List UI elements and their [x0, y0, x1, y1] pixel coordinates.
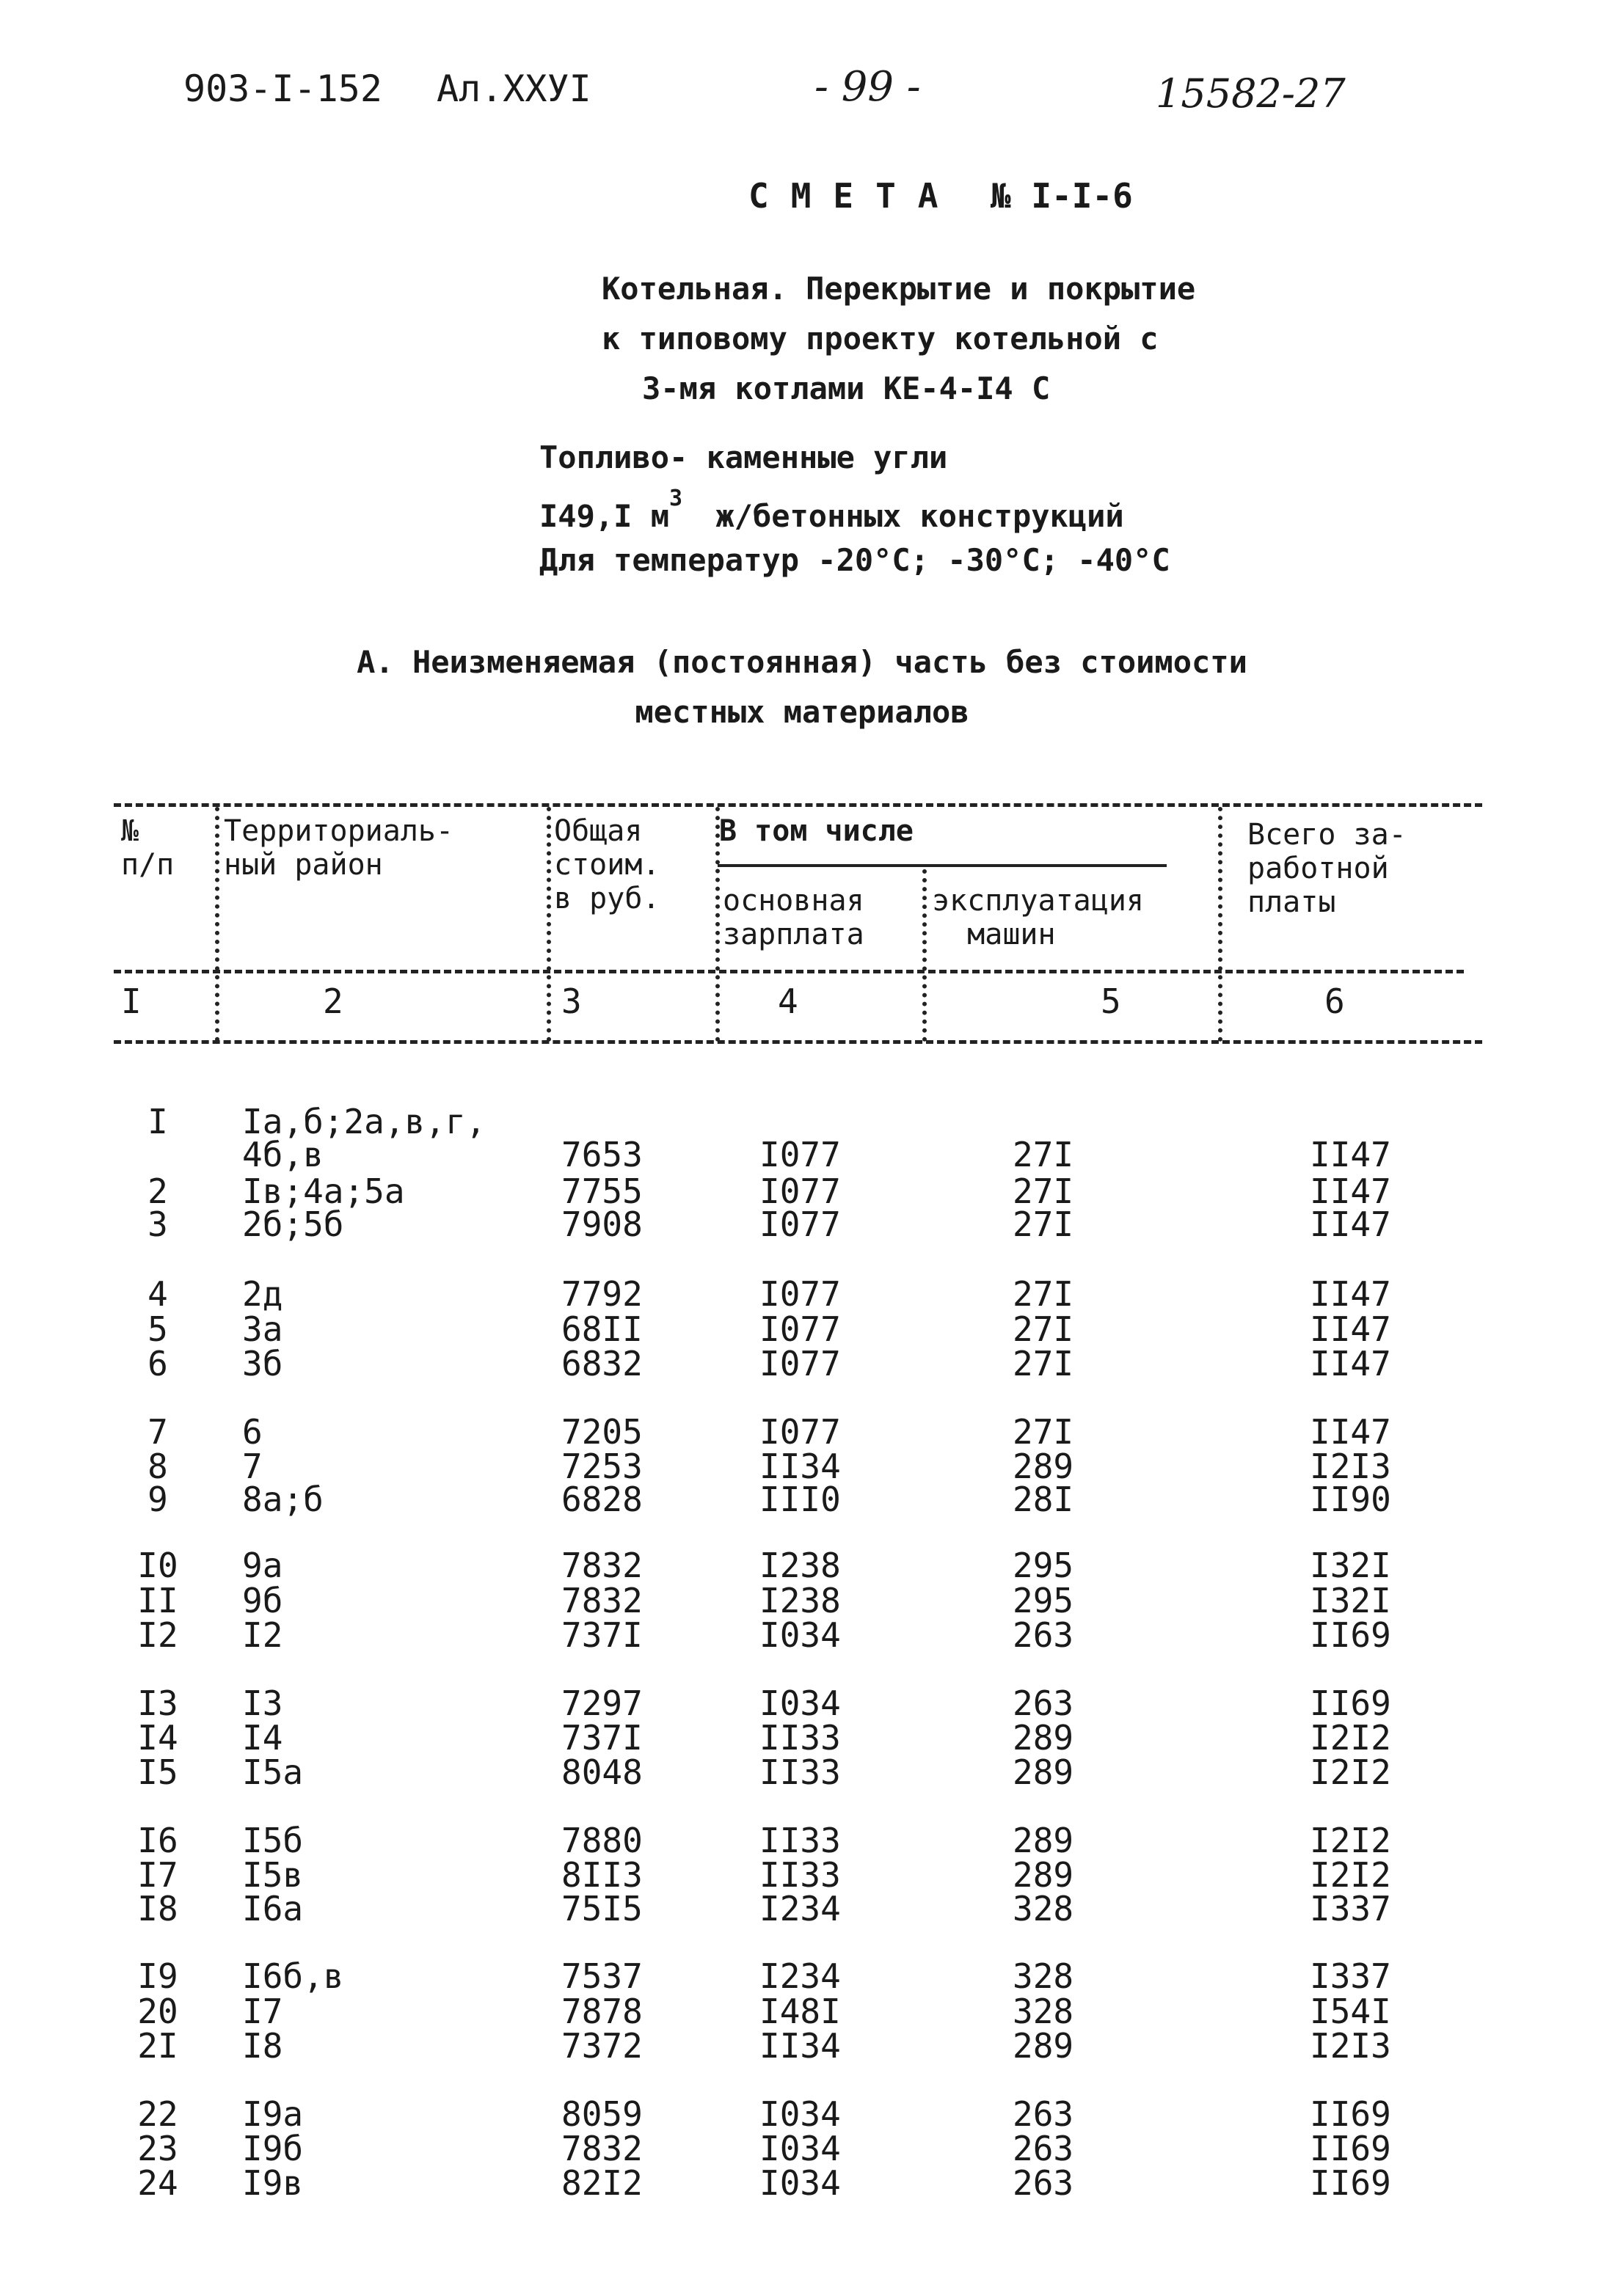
- header-region: Территориаль- ный район: [224, 814, 454, 882]
- region-cell: 2д: [242, 1274, 283, 1314]
- region-cell: I9б: [242, 2129, 304, 2168]
- table-row: [0, 1956, 1604, 1996]
- region-cell: 3а: [242, 1309, 283, 1349]
- table-row: [0, 1548, 1604, 1583]
- column-number-5: 5: [1101, 981, 1121, 1021]
- machine-operation-cell: 27I: [1013, 1135, 1074, 1174]
- base-wage-cell: I034: [759, 1615, 841, 1655]
- total-cost-cell: 8059: [561, 2094, 643, 2134]
- base-wage-cell: I238: [759, 1581, 841, 1620]
- table-row: [0, 2131, 1604, 2166]
- region-cell: I5в: [242, 1855, 304, 1895]
- base-wage-cell: I077: [759, 1274, 841, 1314]
- base-wage-cell: II33: [759, 1855, 841, 1895]
- total-cost-cell: 7880: [561, 1821, 643, 1860]
- table-row: [0, 1994, 1604, 2029]
- total-wage-cell: I337: [1310, 1956, 1391, 1996]
- total-wage-cell: II47: [1310, 1412, 1391, 1452]
- machine-operation-cell: 289: [1013, 1821, 1074, 1860]
- row-number: 8: [147, 1447, 168, 1486]
- table-row: [0, 1857, 1604, 1893]
- region-cell: 9а: [242, 1546, 283, 1585]
- base-wage-cell: I034: [759, 2094, 841, 2134]
- row-number: I6: [137, 1821, 178, 1860]
- subtitle-line-3: 3-мя котлами КЕ-4-I4 С: [642, 370, 1051, 406]
- base-wage-cell: II33: [759, 1718, 841, 1758]
- total-cost-cell: 68II: [561, 1309, 643, 1349]
- base-wage-cell: II34: [759, 1447, 841, 1486]
- temperatures-line: Для температур -20°С; -30°С; -40°С: [539, 542, 1170, 578]
- table-row: [0, 1583, 1604, 1618]
- machine-operation-cell: 289: [1013, 1447, 1074, 1486]
- section-heading-line-2: местных материалов: [635, 694, 969, 730]
- total-wage-cell: II47: [1310, 1344, 1391, 1383]
- row-number: 5: [147, 1309, 168, 1349]
- total-wage-cell: II47: [1310, 1171, 1391, 1211]
- base-wage-cell: II33: [759, 1752, 841, 1792]
- total-wage-cell: I32I: [1310, 1546, 1391, 1585]
- table-row: [0, 1823, 1604, 1858]
- total-wage-cell: II69: [1310, 1683, 1391, 1723]
- row-number: I7: [137, 1855, 178, 1895]
- row-number: I2: [137, 1615, 178, 1655]
- table-row: [0, 1449, 1604, 1484]
- region-cell: Iа,б;2а,в,г,: [242, 1102, 486, 1141]
- machine-operation-cell: 28I: [1013, 1480, 1074, 1519]
- section-heading-line-1: А. Неизменяемая (постоянная) часть без стоимости: [357, 644, 1247, 680]
- total-cost-cell: 7908: [561, 1204, 643, 1244]
- row-number: 9: [147, 1480, 168, 1519]
- total-wage-cell: II69: [1310, 2163, 1391, 2203]
- row-number: I0: [137, 1546, 178, 1585]
- machine-operation-cell: 263: [1013, 1615, 1074, 1655]
- estimate-title: СМЕТА: [748, 176, 960, 216]
- table-row: [0, 2026, 1604, 2066]
- total-wage-cell: II69: [1310, 1615, 1391, 1655]
- row-number: I5: [137, 1752, 178, 1792]
- total-wage-cell: II47: [1310, 1135, 1391, 1174]
- column-divider-1: [215, 807, 219, 1042]
- region-cell: I6б,в: [242, 1956, 344, 1996]
- base-wage-cell: I234: [759, 1889, 841, 1928]
- table-row: [0, 1346, 1604, 1381]
- region-cell: 7: [242, 1447, 263, 1486]
- table-row: [0, 1718, 1604, 1758]
- total-cost-cell: 7832: [561, 1581, 643, 1620]
- region-cell: I4: [242, 1718, 283, 1758]
- base-wage-cell: I034: [759, 2129, 841, 2168]
- row-number: 3: [147, 1204, 168, 1244]
- machine-operation-cell: 263: [1013, 1683, 1074, 1723]
- column-number-2: 2: [323, 981, 343, 1021]
- machine-operation-cell: 27I: [1013, 1344, 1074, 1383]
- volume-line: I49,I $м^3$ ж/бетонных конструкций: [539, 486, 1124, 534]
- machine-operation-cell: 328: [1013, 1956, 1074, 1996]
- row-number: 22: [137, 2094, 178, 2134]
- region-cell: 6: [242, 1412, 263, 1452]
- total-wage-cell: I2I3: [1310, 1447, 1391, 1486]
- machine-operation-cell: 27I: [1013, 1412, 1074, 1452]
- machine-operation-cell: 289: [1013, 1855, 1074, 1895]
- total-cost-cell: 7537: [561, 1956, 643, 1996]
- column-divider-2: [547, 807, 551, 1042]
- row-number: I3: [137, 1683, 178, 1723]
- base-wage-cell: I48I: [759, 1992, 841, 2031]
- total-wage-cell: I32I: [1310, 1581, 1391, 1620]
- machine-operation-cell: 295: [1013, 1581, 1074, 1620]
- row-number: 7: [147, 1412, 168, 1452]
- total-wage-cell: I337: [1310, 1889, 1391, 1928]
- row-number: I9: [137, 1956, 178, 1996]
- table-row: [0, 1683, 1604, 1723]
- column-number-4: 4: [778, 981, 798, 1021]
- row-number: 4: [147, 1274, 168, 1314]
- machine-operation-cell: 27I: [1013, 1171, 1074, 1211]
- volume-unit-superscript: 3: [669, 486, 683, 511]
- column-number-1: I: [121, 981, 142, 1021]
- base-wage-cell: I077: [759, 1171, 841, 1211]
- sheet-label: Ал.XXУI: [437, 67, 591, 110]
- total-cost-cell: 75I5: [561, 1889, 643, 1928]
- total-wage-cell: I2I3: [1310, 2026, 1391, 2066]
- total-cost-cell: 8048: [561, 1752, 643, 1792]
- region-cell: I9в: [242, 2163, 304, 2203]
- row-number: I8: [137, 1889, 178, 1928]
- machine-operation-cell: 289: [1013, 2026, 1074, 2066]
- total-wage-cell: I2I2: [1310, 1821, 1391, 1860]
- base-wage-cell: II34: [759, 2026, 841, 2066]
- group-header-rule: [718, 864, 1167, 867]
- base-wage-cell: I077: [759, 1412, 841, 1452]
- row-number: 23: [137, 2129, 178, 2168]
- table-row: [0, 1891, 1604, 1926]
- column-number-6: 6: [1324, 981, 1345, 1021]
- table-row: [0, 1104, 1604, 1139]
- total-cost-cell: 6832: [561, 1344, 643, 1383]
- base-wage-cell: I238: [759, 1546, 841, 1585]
- table-row: [0, 1309, 1604, 1349]
- machine-operation-cell: 27I: [1013, 1309, 1074, 1349]
- base-wage-cell: I077: [759, 1309, 841, 1349]
- row-number: 2I: [137, 2026, 178, 2066]
- base-wage-cell: I077: [759, 1344, 841, 1383]
- region-cell: 8а;б: [242, 1480, 324, 1519]
- column-divider-5: [1218, 807, 1222, 1042]
- region-cell: I3: [242, 1683, 283, 1723]
- fuel-line: Топливо- каменные угли: [539, 439, 948, 475]
- total-cost-cell: 7878: [561, 1992, 643, 2031]
- total-cost-cell: 7755: [561, 1171, 643, 1211]
- row-number: II: [137, 1581, 178, 1620]
- total-cost-cell: 8II3: [561, 1855, 643, 1895]
- total-wage-cell: I54I: [1310, 1992, 1391, 2031]
- row-number: I4: [137, 1718, 178, 1758]
- base-wage-cell: III0: [759, 1480, 841, 1519]
- total-wage-cell: I2I2: [1310, 1855, 1391, 1895]
- base-wage-cell: I034: [759, 2163, 841, 2203]
- machine-operation-cell: 27I: [1013, 1204, 1074, 1244]
- region-cell: 3б: [242, 1344, 283, 1383]
- base-wage-cell: I077: [759, 1204, 841, 1244]
- total-cost-cell: 7253: [561, 1447, 643, 1486]
- region-cell: 4б,в: [242, 1135, 324, 1174]
- total-wage-cell: II69: [1310, 2094, 1391, 2134]
- table-row: [0, 2165, 1604, 2201]
- base-wage-cell: I234: [759, 1956, 841, 1996]
- machine-operation-cell: 289: [1013, 1752, 1074, 1792]
- table-row: [0, 2096, 1604, 2132]
- region-cell: I6а: [242, 1889, 304, 1928]
- total-wage-cell: II69: [1310, 2129, 1391, 2168]
- total-cost-cell: 7832: [561, 2129, 643, 2168]
- table-top-rule: [114, 803, 1482, 807]
- total-cost-cell: 6828: [561, 1480, 643, 1519]
- row-number: I: [147, 1102, 168, 1141]
- header-total-cost: Общая стоим. в руб.: [554, 814, 660, 915]
- region-cell: I7: [242, 1992, 283, 2031]
- region-cell: Iв;4а;5а: [242, 1171, 405, 1211]
- total-cost-cell: 7297: [561, 1683, 643, 1723]
- row-number: 20: [137, 1992, 178, 2031]
- column-divider-4: [922, 869, 927, 1042]
- table-row: [0, 1617, 1604, 1653]
- header-base-wage: основная зарплата: [723, 884, 864, 951]
- base-wage-cell: II33: [759, 1821, 841, 1860]
- header-row-number: № п/п: [121, 814, 175, 882]
- total-cost-cell: 7205: [561, 1412, 643, 1452]
- machine-operation-cell: 263: [1013, 2129, 1074, 2168]
- header-total-wage: Всего за- работной платы: [1247, 818, 1407, 919]
- machine-operation-cell: 289: [1013, 1718, 1074, 1758]
- total-wage-cell: I2I2: [1310, 1752, 1391, 1792]
- region-cell: 9б: [242, 1581, 283, 1620]
- column-numbers-rule: [114, 1040, 1482, 1044]
- total-wage-cell: II90: [1310, 1480, 1391, 1519]
- row-number: 6: [147, 1344, 168, 1383]
- base-wage-cell: I034: [759, 1683, 841, 1723]
- machine-operation-cell: 328: [1013, 1992, 1074, 2031]
- machine-operation-cell: 295: [1013, 1546, 1074, 1585]
- total-cost-cell: 737I: [561, 1718, 643, 1758]
- row-number: 24: [137, 2163, 178, 2203]
- total-wage-cell: II47: [1310, 1204, 1391, 1244]
- machine-operation-cell: 263: [1013, 2163, 1074, 2203]
- total-wage-cell: I2I2: [1310, 1718, 1391, 1758]
- header-bottom-rule: [114, 970, 1464, 973]
- region-cell: 2б;5б: [242, 1204, 344, 1244]
- total-cost-cell: 737I: [561, 1615, 643, 1655]
- project-code: 903-I-152: [183, 67, 382, 110]
- subtitle-line-2: к типовому проекту котельной с: [602, 321, 1159, 357]
- base-wage-cell: I077: [759, 1135, 841, 1174]
- machine-operation-cell: 328: [1013, 1889, 1074, 1928]
- registry-number: 15582-27: [1156, 70, 1346, 117]
- header-machine-operation: эксплуатация машин: [932, 884, 1144, 951]
- machine-operation-cell: 263: [1013, 2094, 1074, 2134]
- table-row: [0, 1412, 1604, 1452]
- table-row: [0, 1137, 1604, 1172]
- table-row: [0, 1276, 1604, 1312]
- region-cell: I8: [242, 2026, 283, 2066]
- subtitle-line-1: Котельная. Перекрытие и покрытие: [602, 271, 1196, 307]
- region-cell: I9а: [242, 2094, 304, 2134]
- total-cost-cell: 7653: [561, 1135, 643, 1174]
- table-row: [0, 1482, 1604, 1517]
- total-cost-cell: 7792: [561, 1274, 643, 1314]
- region-cell: I5а: [242, 1752, 304, 1792]
- machine-operation-cell: 27I: [1013, 1274, 1074, 1314]
- header-including: В том числе: [719, 814, 914, 848]
- column-number-3: 3: [561, 981, 582, 1021]
- table-row: [0, 1204, 1604, 1244]
- total-cost-cell: 7372: [561, 2026, 643, 2066]
- total-wage-cell: II47: [1310, 1274, 1391, 1314]
- region-cell: I2: [242, 1615, 283, 1655]
- total-cost-cell: 82I2: [561, 2163, 643, 2203]
- table-row: [0, 1752, 1604, 1792]
- page-number: - 99 -: [814, 63, 921, 111]
- table-row: [0, 1171, 1604, 1211]
- total-wage-cell: II47: [1310, 1309, 1391, 1349]
- region-cell: I5б: [242, 1821, 304, 1860]
- row-number: 2: [147, 1171, 168, 1211]
- total-cost-cell: 7832: [561, 1546, 643, 1585]
- estimate-number: № I-I-6: [991, 176, 1133, 216]
